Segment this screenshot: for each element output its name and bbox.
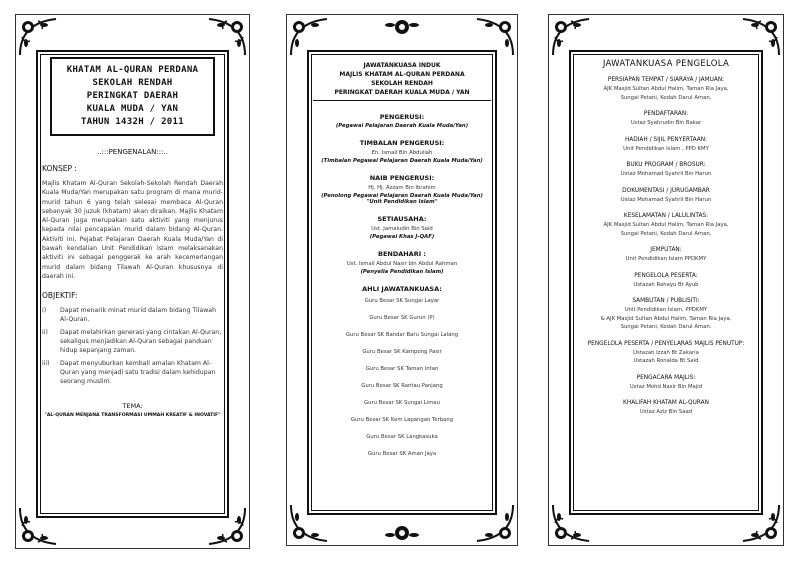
list-item: iii) Dapat menyuburkan kembali amalan Khatam Al-Quran yang menjadi satu tradisi dalam kehidupan seorang muslim. [42, 360, 216, 386]
pengelola-section: PENGELOLA PESERTA / PENYELARAS MAJLIS PENUTUP: Ustazah Izzah Bt Zakaria Ustazah Ronalda Bt Said [587, 340, 745, 364]
committee-section: SETIAUSAHA: Ust. Jamaludin Bin Said (Pegawai Khas J-QAF) [369, 215, 435, 240]
pengelola-section: JEMPUTAN: Unit Pendidikan Islam PPDKMY [625, 247, 707, 262]
pengelola-section: KHALIFAH KHATAM AL-QURAN Ustaz Aziz Bin Saad [623, 400, 709, 415]
tema-heading: TEMA: [122, 402, 143, 411]
committee-section: BENDAHARI : Ust. Ismail Abdul Nasir bin Abdul Rahman (Penyelia Pendidikan Islam) [346, 250, 458, 275]
list-item: Guru Besar SK Sungai Layar [364, 298, 440, 304]
list-item: i) Dapat menarik minat murid dalam bidang Tilawah Al-Quran. [42, 307, 216, 324]
committee-section: TIMBALAN PENGERUSI: En. Ismail Bin Abdullah (Timbalan Pegawai Pelajaran Daerah Kuala Muda/Yan) [321, 139, 483, 164]
pengelola-section: PENDAFTARAN: Ustaz Syahrudin Bin Bakar [630, 111, 702, 126]
floral-corner-icon [473, 15, 517, 59]
list-item: Guru Besar SK Sungai Limau [364, 400, 440, 406]
list-item: Guru Besar SK Rantau Panjang [361, 383, 443, 389]
list-item: Guru Besar SK Bandar Baru Sungai Lalang [345, 332, 459, 338]
list-item: Guru Besar SK Kampong Pasir [362, 349, 442, 355]
list-item: Guru Besar SK Gurun (P) [369, 315, 435, 321]
committee-title: JAWATANKUASA INDUK MAJLIS KHATAM AL-QURAN PERDANA SEKOLAH RENDAH PERINGKAT DAERAH KUALA MUDA / YAN [313, 61, 491, 101]
pengelola-section: DOKUMENTASI / JURUGAMBAR Ustaz Mohamad Syahril Bin Harun [620, 187, 712, 203]
pengelola-section: PENGACARA MAJLIS: Ustaz Mohd Nasir Bin Majid [629, 374, 703, 390]
panel-pengenalan [15, 14, 250, 549]
objective-list [42, 306, 223, 386]
floral-corner-icon [739, 501, 783, 545]
pengelola-section: SAMBUTAN / PUBLISITI: Unit Pendidikan Islam, PPDKMY & AJK Masjid Sultan Abdul Halim, Taman Ria Jaya, Sungai Petani, Kedah Darul Aman. [600, 298, 732, 330]
pengelola-section: HADIAH / SIJIL PENYERTAAN: Unit Pendidikan Islam , PPD KMY [623, 136, 709, 152]
floral-corner-icon [549, 15, 593, 59]
floral-bottom-icon [380, 501, 424, 545]
list-item: ii) Dapat melahirkan generasi yang cintakan Al-Quran, sekaligus menjadikan Al-Quran sebagai panduan hidup sepanjang zaman. [42, 329, 222, 355]
floral-corner-icon [549, 501, 593, 545]
floral-corner-icon [16, 15, 60, 59]
floral-top-icon [380, 15, 424, 59]
intro-heading: ..:::PENGENALAN:::.. [97, 148, 168, 156]
program-title: KHATAM AL-QURAN PERDANA SEKOLAH RENDAH PERINGKAT DAERAH KUALA MUDA / YAN TAHUN 1432H / 2011 [50, 57, 215, 136]
pengelola-title: JAWATANKUASA PENGELOLA [602, 59, 730, 69]
committee-section: PENGERUSI: (Pegawai Pelajaran Daerah Kuala Muda/Yan) [335, 113, 469, 129]
panel-jawatankuasa-induk [286, 14, 518, 546]
objektif-heading: OBJEKTIF: [42, 291, 78, 301]
list-item: Guru Besar SK Aman Jaya [367, 451, 437, 457]
ahli-list [313, 298, 491, 457]
konsep-text: Majlis Khatam Al-Quran Sekolah-Sekolah Rendah Daerah Kuala Muda/Yan merupakan satu program di mana murid-murid tahun 6 yang telah selesai membaca Al-Quran sebanyak 30 juzuk (khatam) akan diraikan. Majlis Khatam Al-Quran juga merupakan satu aktiviti yang menjurus kepada nilai pencapaian murid dalam bidang Al-Quran. Aktiviti ini, Pejabat Pelajaran Daerah Kuala Muda/Yan di bawah kendalian Unit Pendidikan Islam melaksanakan aktiviti ini sebagai penggerak ke arah kecemerlangan murid dalam bidang Tilawah Al-Quran khususnya di daerah ini. [42, 180, 223, 280]
pengelola-section: PERSIAPAN TEMPAT / SIARAYA / JAMUAN: AJK Masjid Sultan Abdul Halim, Taman Ria Jaya, Sungai Petani, Kedah Darul Aman. [603, 77, 729, 101]
floral-corner-icon [205, 504, 249, 548]
list-item: Guru Besar SK Taman Intan [365, 366, 439, 372]
pengelola-section: PENGELOLA PESERTA: Ustazah Rahayu Bt Ayub [633, 272, 699, 288]
floral-corner-icon [739, 15, 783, 59]
list-item: Guru Besar SK Langkasuka [366, 434, 438, 440]
floral-corner-icon [287, 501, 331, 545]
floral-corner-icon [205, 15, 249, 59]
pengelola-section: KESELAMATAN / LALULINTAS: AJK Masjid Sultan Abdul Halim, Taman Ria Jaya, Sungai Petani, Kedah Darul Aman. [603, 213, 729, 237]
panel-jawatankuasa-pengelola [548, 14, 784, 546]
list-item: Guru Besar SK Kem Lapangan Terbang [350, 417, 454, 423]
ahli-heading: AHLI JAWATANKUASA: [362, 285, 442, 293]
floral-corner-icon [16, 504, 60, 548]
tema-text: "AL-QURAN MENJANA TRANSFORMASI UMMAH KREATIF & INOVATIF" [44, 413, 221, 419]
konsep-heading: KONSEP : [42, 164, 77, 173]
committee-section: NAIB PENGERUSI: Hj. Hj. Azzam Bin Ibrahim (Penolong Pegawai Pelajaran Daerah Kuala Muda/Yan) "Unit Pendidikan Islam" [321, 174, 483, 205]
pengelola-section: BUKU PROGRAM / BROSUR: Ustaz Mohamad Syahril Bin Harun [620, 162, 712, 177]
floral-corner-icon [287, 15, 331, 59]
floral-corner-icon [473, 501, 517, 545]
